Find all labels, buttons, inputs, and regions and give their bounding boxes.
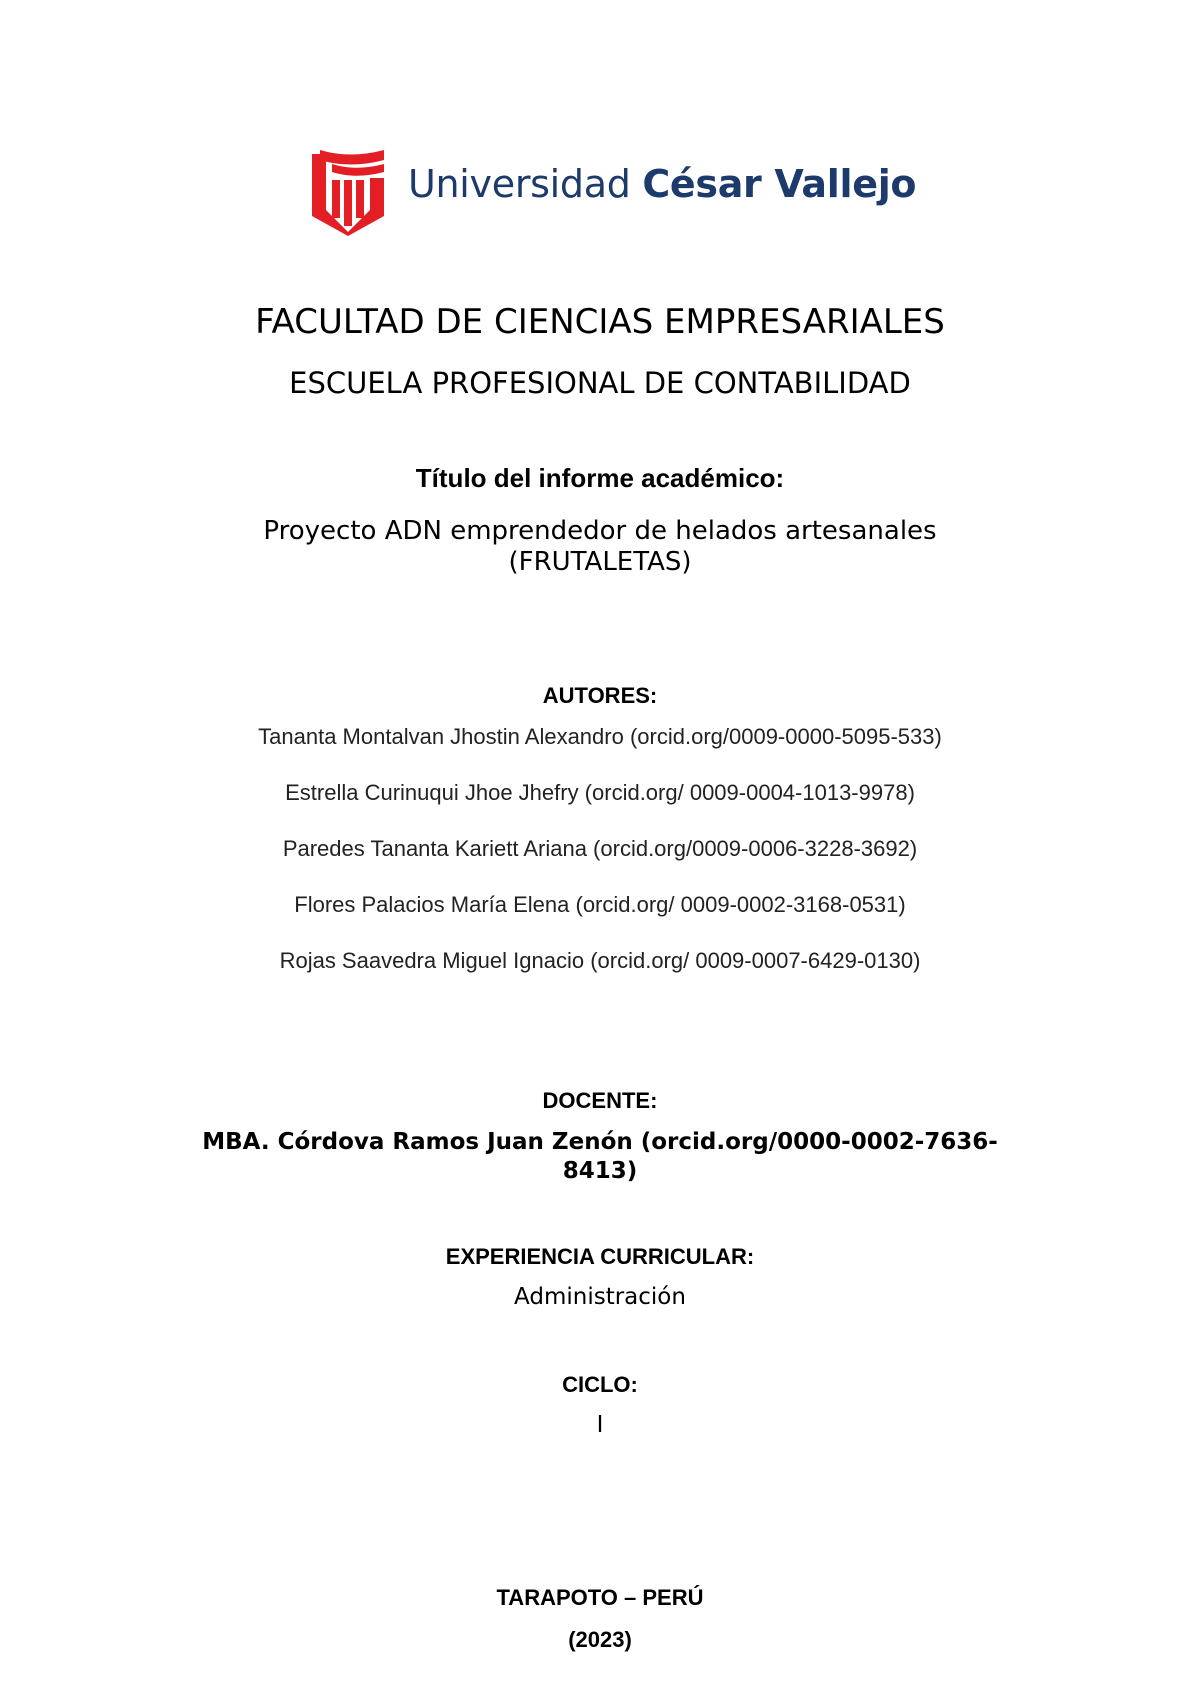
university-name: Universidad César Vallejo bbox=[408, 162, 917, 206]
author-item: Rojas Saavedra Miguel Ignacio (orcid.org/ 0009-0007-6429-0130) bbox=[279, 948, 921, 973]
report-title bbox=[0, 516, 1200, 578]
location: TARAPOTO – PERÚ bbox=[496, 1585, 704, 1610]
authors-label: AUTORES: bbox=[542, 683, 658, 708]
faculty-title: FACULTAD DE CIENCIAS EMPRESARIALES bbox=[255, 302, 945, 342]
author-item: Flores Palacios María Elena (orcid.org/ 0009-0002-3168-0531) bbox=[294, 892, 906, 917]
school-title: ESCUELA PROFESIONAL DE CONTABILIDAD bbox=[289, 366, 911, 400]
cycle-value: I bbox=[596, 1412, 604, 1438]
university-logo bbox=[310, 150, 930, 240]
teacher-line1: MBA. Córdova Ramos Juan Zenón (orcid.org/0000-0002-7636- bbox=[202, 1129, 998, 1155]
year: (2023) bbox=[568, 1627, 632, 1652]
teacher-name bbox=[0, 1128, 1200, 1186]
curricular-label: EXPERIENCIA CURRICULAR: bbox=[445, 1244, 755, 1269]
report-title-line2: (FRUTALETAS) bbox=[508, 547, 692, 577]
university-shield-icon bbox=[310, 150, 384, 236]
curricular-value: Administración bbox=[514, 1284, 686, 1310]
author-item: Estrella Curinuqui Jhoe Jhefry (orcid.org/ 0009-0004-1013-9978) bbox=[285, 780, 915, 805]
cycle-label: CICLO: bbox=[562, 1372, 638, 1397]
report-title-label: Título del informe académico: bbox=[415, 463, 785, 493]
report-title-line1: Proyecto ADN emprendedor de helados artesanales bbox=[263, 516, 937, 546]
author-item: Paredes Tananta Kariett Ariana (orcid.org/0009-0006-3228-3692) bbox=[282, 836, 918, 861]
teacher-line2: 8413) bbox=[562, 1158, 638, 1184]
author-item: Tananta Montalvan Jhostin Alexandro (orcid.org/0009-0000-5095-533) bbox=[258, 724, 942, 749]
teacher-label: DOCENTE: bbox=[542, 1088, 658, 1113]
